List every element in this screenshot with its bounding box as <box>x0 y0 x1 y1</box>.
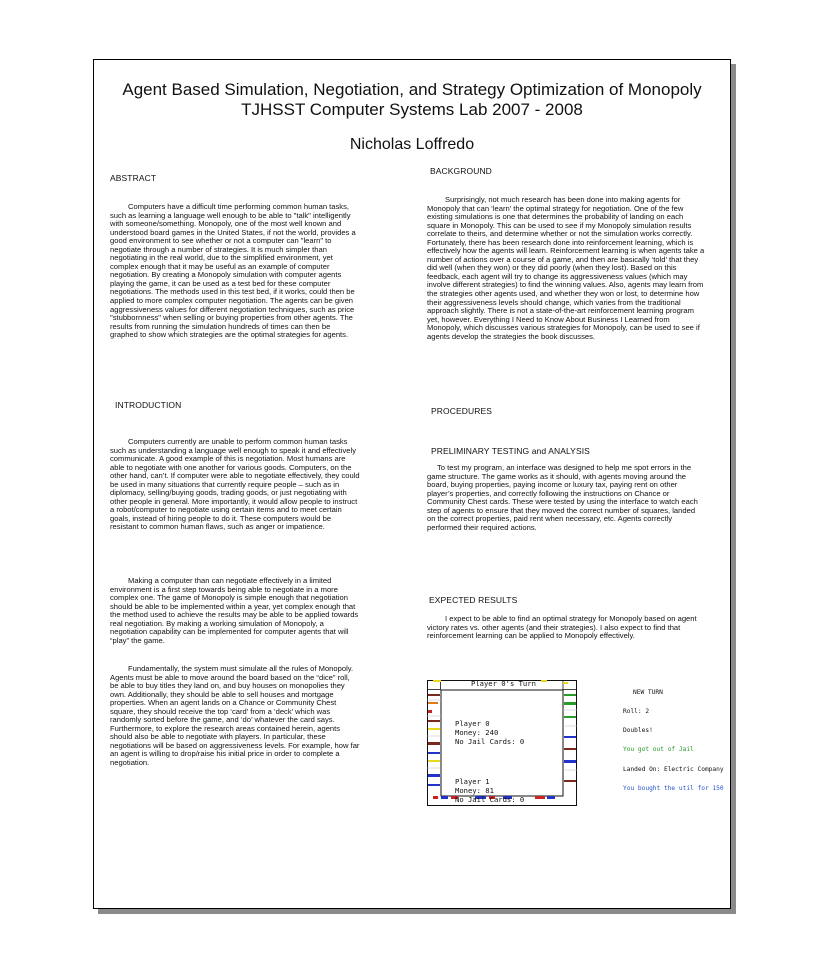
turn-label: Player 0's Turn <box>471 679 536 688</box>
player0-name: Player 0 <box>455 719 490 728</box>
player0-jail-cards: No Jail Cards: 0 <box>455 737 525 746</box>
player1-name: Player 1 <box>455 777 490 786</box>
abstract-text: Computers have a difficult time performing common human tasks, such as learning a language well enough to be able to "talk" intelligently with someone/something. Monopoly, one of the most well known and understood board games in the United States, if not the world, provides a good environment to see whether or not a computer can "learn" to negotiate through a number of strategies. It is much simpler than negotiating in the real world, due to the simplified environment, yet complex enough that it may be useful as an example of computer negotiation. By creating a Monopoly simulation with computer agents playing the game, it can be used as a test bed for these computer negotiations. The methods used in this test bed, if it works, could then be applied to more complex computer negotiation. The agents can be given aggressiveness values for different negotiation techniques, such as price "stubbornness" when selling or buying properties from other agents. The results from running the simulation hundreds of times can then be graphed to show which strategies are the optimal strategies for agents. <box>110 202 356 340</box>
introduction-heading: INTRODUCTION <box>115 400 182 410</box>
abstract-heading: ABSTRACT <box>110 173 157 183</box>
poster-title-line1: Agent Based Simulation, Negotiation, and Strategy Optimization of Monopoly <box>122 80 702 99</box>
expected-results-text: I expect to be able to find an optimal strategy for Monopoly based on agent victory rates vs. other agents (and their strategies). I also expect to find that reinforcement learning can be applied to Monopoly effectively. <box>427 614 697 641</box>
player0-money: Money: 240 <box>455 728 499 737</box>
preliminary-heading: PRELIMINARY TESTING and ANALYSIS <box>431 446 590 456</box>
poster-page <box>93 59 731 909</box>
procedures-heading: PROCEDURES <box>431 406 492 416</box>
poster-title-line2: TJHSST Computer Systems Lab 2007 - 2008 <box>241 100 583 119</box>
expected-results-heading: EXPECTED RESULTS <box>429 595 518 605</box>
preliminary-text: To test my program, an interface was designed to help me spot errors in the game structure. The game works as it should, with agents moving around the board, buying properties, paying income or luxury tax, paying rent on other player’s properties, and correctly following the instructions on Chance or Community Chest cards. These were tested by using the interface to watch each step of agents to ensure that they moved the correct number of squares, landed on the correct properties, paid rent when necessary, etc. Agents correctly performed their required actions. <box>427 463 698 532</box>
log-bought: You bought the util for 150 <box>623 784 724 792</box>
background-heading: BACKGROUND <box>430 166 492 176</box>
game-event-log <box>623 677 733 805</box>
background-text: Surprisingly, not much research has been done into making agents for Monopoly that can ‘learn’ the optimal strategy for negotiation. One of the few existing simulations is one that determines the probability of landing on each square in Monopoly. This can be used to see if my Monopoly simulation results correlate to theirs, and determine whether or not the simulation works correctly. Fortunately, there has been research done into reinforcement learning, which is effectively how the agents will learn. Reinforcement learning is when agents take a number of actions over a course of a game, and then are basically ‘told’ that they did well (when they won) or they did poorly (when they lost). Based on this feedback, each agent will try to change its aggressiveness values (which may involve different strategies) to find the winning values. Also, agents may learn from the strategies other agents used, and whether they won or lost, to determine how their aggressiveness levels should change, which varies from the traditional approach slightly. There is not a state-of-the-art reinforcement learning program yet, however. Everything I Need to Know About Business I Learned from Monopoly, which discusses various strategies for Monopoly, can be used to see if agents develop the strategies the book discusses. <box>427 195 705 341</box>
log-roll: Roll: 2 <box>623 708 650 716</box>
player1-jail-cards: No Jail Cards: 0 <box>455 795 525 804</box>
author-name: Nicholas Loffredo <box>349 136 475 153</box>
introduction-paragraph-2: Making a computer than can negotiate effectively in a limited environment is a first step towards being able to negotiate in a more complex one. The game of Monopoly is simple enough that negotiation should be able to be implemented within a year, yet complex enough that the method used to achieve the results may be able to be applied towards real negotiation. By making a working simulation of Monopoly, a negotiation capability can be implemented for computer agents that will “play” the game. <box>110 576 359 645</box>
monopoly-game-screenshot <box>427 680 577 806</box>
player1-money: Money: 81 <box>455 786 494 795</box>
log-jail: You got out of Jail <box>623 746 694 754</box>
log-new-turn: NEW TURN <box>633 688 663 696</box>
log-doubles: Doubles! <box>623 727 653 735</box>
log-landed: Landed On: Electric Company <box>623 765 724 773</box>
introduction-paragraph-3: Fundamentally, the system must simulate all the rules of Monopoly. Agents must be able to move around the board based on the “dice” roll, be able to buy titles they land on, and buy houses on monopolies they own. Additionally, they should be able to sell houses and mortgage properties. When an agent lands on a Chance or Community Chest square, they should receive the top ‘card’ from a ‘deck’ which was randomly sorted before the game, and ‘do’ whatever the card says. Furthermore, to explore the research areas contained herein, agents should also be able to negotiate with players. In particular, these negotiations will be based on aggressiveness levels. For example, how far an agent is willing to drop/raise his initial price in order to complete a negotiation. <box>110 664 360 768</box>
introduction-paragraph-1: Computers currently are unable to perform common human tasks such as understanding a language well enough to speak it and effectively communicate. A good example of this is negotiation. Most humans are able to negotiate with one another for various goods. Computers, on the other hand, can’t. If computer were able to negotiate effectively, they could be used in many situations that currently require people – such as in diplomacy, selling/buying goods, trading goods, or just negotiating with other people in general. More importantly, it would allow people to instruct a robot/computer to negotiate using certain items and to meet certain goals, instead of hiring people to do it. These computers would be resistant to common human flaws, such as anger or impatience. <box>110 437 360 532</box>
